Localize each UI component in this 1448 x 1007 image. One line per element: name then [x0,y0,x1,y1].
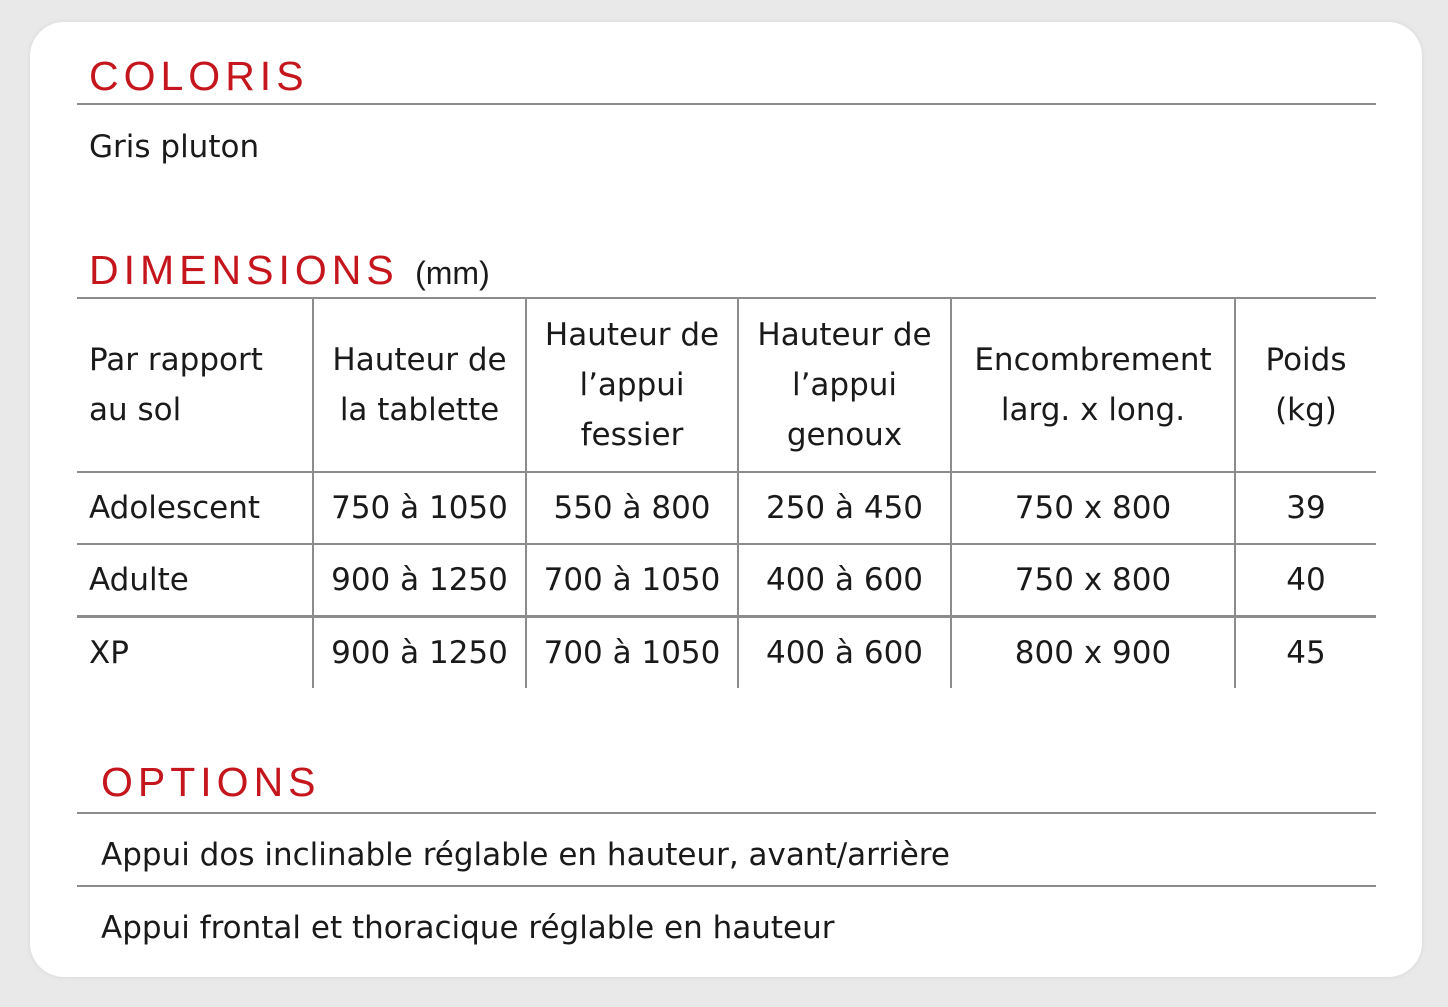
dimensions-table [77,299,1376,688]
dimensions-title-text: DIMENSIONS [89,247,399,293]
table-cell: 900 à 1250 [313,544,526,616]
spec-card [30,22,1422,977]
table-cell: 550 à 800 [526,472,738,544]
table-cell: 700 à 1050 [526,616,738,688]
table-cell: 40 [1235,544,1376,616]
header-cell-reference: Par rapport au sol [89,342,263,428]
table-row-adulte [77,544,1376,616]
table-cell: 750 x 800 [951,544,1235,616]
coloris-title: COLORIS [89,53,309,99]
coloris-rule [77,103,1376,105]
table-cell: 800 x 900 [951,616,1235,688]
table-cell: 750 x 800 [951,472,1235,544]
header-cell-genoux: Hauteur de l’appui genoux [738,299,951,472]
dimensions-unit: (mm) [415,255,490,291]
option-item: Appui frontal et thoracique réglable en hauteur [101,910,835,946]
options-divider [77,885,1376,887]
table-cell: 45 [1235,616,1376,688]
header-cell-fessier: Hauteur de l’appui fessier [526,299,738,472]
table-cell: 750 à 1050 [313,472,526,544]
coloris-value: Gris pluton [89,129,260,165]
option-item: Appui dos inclinable réglable en hauteur, avant/arrière [101,837,950,873]
table-cell: 39 [1235,472,1376,544]
header-cell-poids: Poids (kg) [1235,299,1376,472]
table-row-xp [77,616,1376,688]
table-row-adolescent [77,472,1376,544]
table-cell: 250 à 450 [738,472,951,544]
options-title: OPTIONS [101,759,321,805]
table-cell: 700 à 1050 [526,544,738,616]
table-header-row [77,299,1376,472]
header-cell-tablette: Hauteur de la tablette [313,299,526,472]
header-cell-encombrement: Encombrement larg. x long. [951,299,1235,472]
table-cell: XP [89,634,129,671]
table-cell: Adulte [89,561,189,598]
dimensions-title [89,247,490,293]
table-cell: Adolescent [89,490,261,526]
options-rule [77,812,1376,814]
table-cell: 400 à 600 [738,616,951,688]
table-cell: 400 à 600 [738,544,951,616]
table-cell: 900 à 1250 [313,616,526,688]
